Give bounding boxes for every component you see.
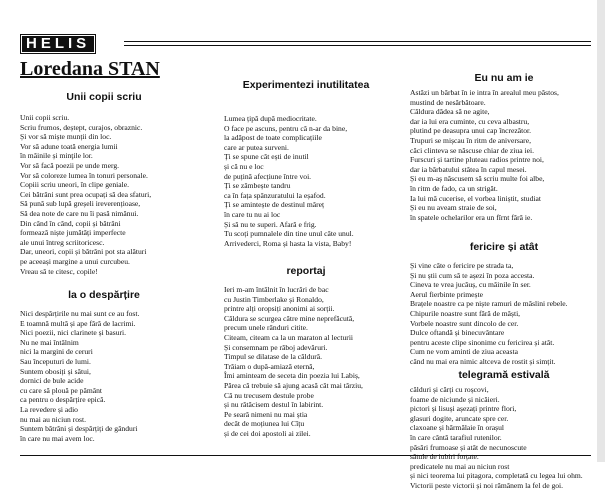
poem-line: Dar, uneori, copii și bătrâni pot sta alături [20,247,147,257]
poem-title: Eu nu am ie [474,72,534,84]
poem-line: Brațele noastre ca pe niște ramuri de măslini rebele. [410,299,568,309]
poem-line: Lumea țipă după mediocritate. [224,114,317,123]
poem-line: Nu ne mai întâlnim [20,337,79,347]
poem-line: și nu rătăcisem destul în labirint. [224,400,324,410]
poem-line: Trăiam o după-amiază eternă, [224,361,315,371]
poem-line: Căldura dădea să ne agite, [410,107,490,117]
page-edge [597,0,605,462]
poem-line: cu care să plouă pe pământ [20,385,103,395]
poem-line: pentru aceste clipe sinonime cu fericirea și atât. [410,337,555,347]
poem-line: Și eu m-aș născusem să scriu multe foi albe, [410,174,545,184]
poem-line: Din când în când, copii și bătrâni [20,218,121,228]
poem-line: și de cei doi apostoli ai zilei. [224,428,311,438]
poem-line: în ritm de fado, ca un strigăt. [410,183,498,193]
poem-line: pictori și lisuși așezați printre flori, [410,404,517,414]
poem-line: claxoane și hărmălaie în orașul [410,423,505,433]
poem-title: Experimentezi inutilitatea [242,79,370,91]
poem-line: foame de niciunde și nicăieri. [410,394,500,404]
poem-line: E toamnă multă și ape fără de lacrimi. [20,318,136,328]
poem-line: printre alți oropsiți anonimi ai sorții. [224,304,335,314]
poem-line: Și consemnam pe răboj adevăruri. [224,342,328,352]
poem-line: pe aceeași margine a unui curcubeu. [20,256,130,266]
poem-line: Vor să coloreze lumea în tonuri personale. [20,170,148,180]
poem-line: Și nu știi cum să te așezi în poza accesta. [410,270,535,280]
poem-line: și nici teorema lui pitagora, completată cu legea lui ohm. [410,471,583,481]
poem-line: ale unui întreg scriitoricesc. [20,237,105,247]
poem-line: Vreau să te citesc, copile! [20,266,98,276]
poem-title: fericire și atât [469,241,539,253]
poem-line: Copiii scriu uneori, în clipe geniale. [20,180,130,190]
poem-line: cu Justin Timberlake și Ronaldo, [224,294,324,304]
poem-line: în spatele ochelarilor era un fîrnt fără ie. [410,212,533,222]
magazine-logo: HELIS [20,34,96,54]
poem-line: Căldura se scurgea către mine neprefăcută, [224,313,355,323]
poem-line: Cei bătrâni sunt prea ocupați să dea sfaturi, [20,189,152,199]
poem-line: Să dea note de care nu îi pasă nimănui. [20,208,139,218]
poem-body [224,285,363,439]
poem-line: sătule de iubiri forțate. [410,452,479,462]
poem-line: Sau începuturi de lumi. [20,356,91,366]
poem-line: Să pună sub lupă greșeli ireverențioase, [20,199,141,209]
poem-line: Vorbele noastre sunt dincolo de cer. [410,318,519,328]
bottom-rule [20,455,591,456]
poem-line: care ar putea surveni. [224,142,289,152]
poem-line: călduri și cărți cu roșcovi, [410,385,489,394]
poem-line: nu mai au niciun rost. [20,414,87,424]
poem-line: Cineva te vrea jucăuș, cu mâinile în ser. [410,280,531,290]
poem-line: Astăzi un bărbat în ie intra în arealul meu păstos, [410,88,559,97]
poem-line: Trupuri se mișcau în ritm de aniversare, [410,135,531,145]
poem-line: mustind de nesărbătoare. [410,97,486,107]
poem-line: Chipurile noastre sunt fără de măști, [410,308,521,318]
masthead [20,34,96,52]
poem-line: în mâinile și minţile lor. [20,151,93,161]
poem-line: Ia lui mă cucerise, el vorbea liniștit, studiat [410,193,541,203]
poem-line: Și vor să miște munții din loc. [20,132,112,142]
poem-body [224,114,354,248]
poem-line: Vor să facă poezii pe unde merg. [20,160,120,170]
poem-line: Tu scoți pumnalele din tine unul câte unul. [224,229,354,239]
poem-line: Dulce oftandă și binecuvântare [410,328,505,338]
poem-line: păsări frumoase și atât de necunoscute [410,442,527,452]
poem-line: Suntem bătrâni și despărțiți de gânduri [20,424,138,434]
poem-line: La revedere și adio [20,404,78,414]
poem-line: de puțină afecțiune între voi. [224,171,312,181]
poem-line: ca în fața spânzuratului la eșafod. [224,190,326,200]
poem-line: Îmi aminteam de seceta din poezia lui Labiș, [224,371,360,381]
poem-body [410,88,559,222]
poem-line: Citeam, citeam ca la un maraton al lecturii [224,332,354,342]
poem-line: în care cântă tarafiul rutenilor. [410,432,502,442]
poem-line: Victorii peste victorii și noi rămânem la fel de goi. [410,480,564,490]
poem-line: Cum ne vom aminti de ziua aceasta [410,347,518,357]
poem-line: Că nu trecusem destule probe [224,390,314,400]
poem-title: la o despărțire [68,289,140,301]
poem-line: Părea că trebuie să ajung acasă cât mai târziu, [224,380,363,390]
poem-line: O face pe ascuns, pentru că n-ar da bine, [224,123,348,133]
poem-line: Ți se amintește de destinul mâreț [224,200,325,210]
poem-line: Arrivederci, Roma și hasta la vista, Baby! [224,238,352,248]
poem-line: și că nu e loc [224,161,264,171]
poem-body [410,385,583,491]
poem-line: Scriu frumos, deștept, curajos, obraznic. [20,122,143,132]
poem-line: căci clinteva se născuse chiar de ziua iei. [410,145,534,155]
poem-line: precum unele rânduri citite. [224,323,308,333]
poem-line: Și vine câte o fericire pe strada ta, [410,261,514,270]
poem-line: Aerul fierbinte primește [410,289,483,299]
poem-line: dornici de bule acide [20,376,84,386]
poem-line: Vor să adune toată energia lumii [20,141,118,151]
poem-line: în care nu mai avem loc. [20,433,95,443]
poem-line: Și eu nu aveam straie de soi, [410,203,497,213]
poem-title: telegramă estivală [458,369,550,381]
poem-title: Unii copii scriu [66,91,142,103]
poem-line: când nu mai era nimic altceva de rostit și simțit. [410,356,556,366]
poem-line: Ți se spune cât ești de inutil [224,152,309,162]
poem-line: nici la margini de ceruri [20,347,93,357]
poem-line: formează niște jumătăți imperfecte [20,228,126,238]
poem-line: Și să nu te superi. Afară e frig. [224,219,317,229]
poem-line: dar ia lui era cuminte, cu ceva albastru, [410,116,530,126]
poem-line: ca pentru o despărțire epică. [20,395,106,405]
poem-line: la adăpost de toate complicațiile [224,133,322,143]
author-name: Loredana STAN [20,58,160,80]
poem-line: decât de moțiunea lui Cîțu [224,419,305,429]
poem-line: Furscuri și tartine pluteau radios printre noi, [410,155,544,165]
poem-line: dar ia bărbatului stătea în capul mesei. [410,164,527,174]
poem-line: plutind pe deasupra unui cap încrezător. [410,126,532,136]
poem-body [410,261,568,367]
poem-line: Ți se zâmbește tandru [224,181,291,191]
poem-line: Timpul se dilatase de la căldură. [224,352,322,362]
poem-line: predicatele nu mai au niciun rost [410,461,510,471]
poem-line: Suntem obosiți și sătui, [20,366,91,376]
poem-line: Pe seară nimeni nu mai știa [224,409,308,419]
poem-body [20,113,151,276]
poem-body [20,309,139,443]
poem-line: Unii copii scriu. [20,113,70,122]
poem-title: reportaj [286,265,326,277]
poem-line: Nici despărțirile nu mai sunt ce au fost. [20,309,140,318]
poem-line: Nici poezii, nici clarinete și basuri. [20,328,127,338]
poem-line: Ieri m-am întâlnit în lucrări de bac [224,285,329,294]
poem-line: glasuri dogite, aruncate spre cer. [410,413,509,423]
masthead-rule [124,41,591,46]
poem-line: în care tu nu ai loc [224,209,281,219]
